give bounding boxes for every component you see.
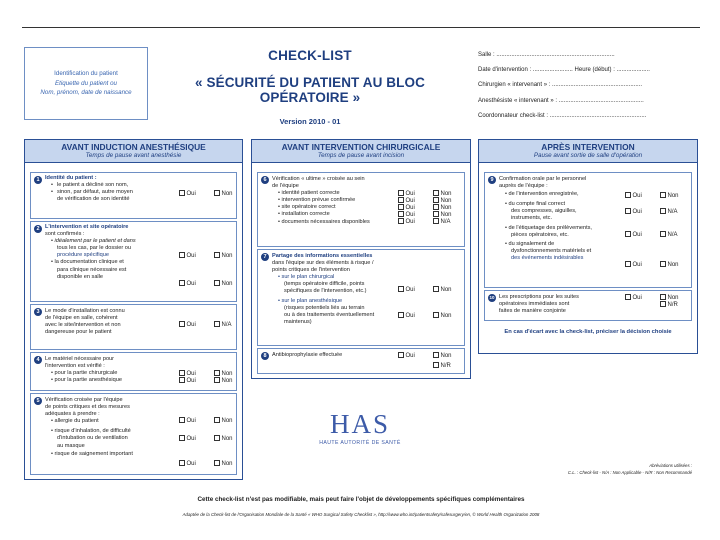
checkbox-non[interactable]: Non (433, 197, 452, 205)
document-title: CHECK-LIST (268, 48, 352, 63)
footer-note: Cette check-list n'est pas modifiable, mais peut faire l'objet de développements spécifiques complémentaires (197, 496, 525, 503)
section-text (272, 352, 342, 359)
checkbox-oui[interactable]: Oui (179, 252, 196, 260)
checkbox-non[interactable]: Non (214, 370, 233, 378)
section-heading: Identité du patient : (45, 175, 97, 181)
column-title: AVANT INTERVENTION CHIRURGICALE (281, 142, 441, 152)
section-deviation (484, 323, 692, 349)
section-8 (257, 348, 465, 374)
checkbox-na[interactable]: N/A (660, 231, 678, 239)
checkbox-na[interactable]: N/A (214, 321, 232, 329)
checkbox-non[interactable]: Non (433, 352, 452, 360)
section-line: Confirmation orale par le personnel (499, 176, 587, 182)
section-4 (30, 352, 237, 391)
section-text: Partage des informations essentielles dans l'équipe sur des éléments à risque / points critiques de l'intervention • sur le plan chirurgical (temps opératoire difficile, points spécifiques de l'intervention, etc.) • sur le plan anesthésique (risques potentiels liés au terrain ou à des traitements éventuellement maintenus) (272, 253, 375, 325)
bullet-text: (risques potentiels liés au terrain (284, 304, 365, 311)
column-title: APRÈS INTERVENTION (541, 142, 635, 152)
has-logo (298, 410, 422, 446)
bullet-text: maintenus) (284, 318, 312, 325)
section-line: avec le site/intervention et non (45, 322, 121, 329)
checkbox-non[interactable]: Non (214, 460, 233, 468)
column-header (25, 140, 242, 163)
column-header (479, 140, 697, 163)
section-line: Antibioprophylaxie effectuée (272, 352, 343, 358)
bullet-text: pour la partie anesthésique (54, 377, 122, 384)
section-text: Le matériel nécessaire pour l'intervention est vérifié : • pour la partie chirurgicale • pour la partie anesthésique (45, 356, 122, 384)
deviation-note: En cas d'écart avec la check-list, préciser la décision choisie (504, 329, 672, 335)
bullet-text: des événements indésirables (511, 254, 584, 261)
bullet-text: risque d'inhalation, de difficulté (54, 428, 131, 435)
checkbox-oui[interactable]: Oui (179, 377, 196, 385)
checkbox-non[interactable]: Non (433, 312, 452, 320)
checkbox-oui[interactable]: Oui (398, 190, 415, 198)
section-text: Confirmation orale par le personnel auprès de l'équipe : • de l'intervention enregistrée, • du compte final correct des compresses, aiguilles, instruments, etc. • de l'étiquetage des prélèvements, pièces opératoires, etc. • du signalement de dysfonctionnements matériels et des événements indésirables (499, 176, 592, 261)
bullet-text: de l'étiquetage des prélèvements, (508, 224, 592, 231)
checkbox-non[interactable]: Non (214, 435, 233, 443)
bullet: • le patient a déclinė son nom, (51, 182, 133, 189)
info-line-surgeon[interactable]: Chirurgien « intervenant » : ...................................................... (478, 82, 643, 89)
bullet-text: de vérification de son identité (57, 196, 130, 203)
checkbox-oui[interactable]: Oui (625, 294, 642, 302)
bullet-group: • idéalement par le patient et dans tous les cas, par le dossier ou procédure spécifique • la documentation clinique et para clinique nécessaire est disponible en salle (51, 238, 136, 280)
checkbox-oui[interactable]: Oui (179, 435, 196, 443)
column-before-induction (24, 139, 243, 480)
checkbox-oui[interactable]: Oui (398, 286, 415, 294)
document-header (160, 48, 460, 126)
checkbox-oui[interactable]: Oui (398, 211, 415, 219)
checkbox-non[interactable]: Non (214, 190, 233, 198)
bullet-text: des compresses, aiguilles, (511, 208, 577, 215)
section-9 (484, 172, 692, 288)
section-line: adéquates à prendre : (45, 411, 100, 418)
section-line: l'intervention est vérifié : (45, 363, 105, 370)
section-line: auprès de l'équipe : (499, 183, 548, 190)
info-line-coordinator[interactable]: Coordonnateur check-list : .......................................................... (478, 112, 647, 119)
document-version: Version 2010 - 01 (279, 117, 341, 126)
checkbox-oui[interactable]: Oui (398, 204, 415, 212)
section-line: sont confirmés : (45, 231, 85, 238)
column-after-intervention (478, 139, 698, 354)
column-header (252, 140, 470, 163)
checkbox-oui[interactable]: Oui (625, 208, 642, 216)
section-6 (257, 172, 465, 247)
section-line: de l'équipe (272, 183, 299, 190)
bullet-text: disponible en salle (57, 273, 104, 280)
patient-box-line1: Etiquette du patient ou (55, 80, 117, 88)
checkbox-non[interactable]: Non (433, 286, 452, 294)
checkbox-na[interactable]: N/A (433, 218, 451, 226)
abbreviations-text: C.L. : Check-list - N/A : Non Applicable - N/R : Non Recommandé (567, 470, 692, 475)
bullet-text: la documentation clinique et (54, 259, 124, 266)
bullet-text: pour la partie chirurgicale (54, 370, 118, 377)
checkbox-oui[interactable]: Oui (179, 321, 196, 329)
checkbox-oui[interactable]: Oui (398, 197, 415, 205)
section-line: Vérification « ultime » croisée au sein (272, 176, 365, 182)
checkbox-non[interactable]: Non (214, 377, 233, 385)
section-3 (30, 304, 237, 350)
checkbox-oui[interactable]: Oui (179, 280, 196, 288)
section-line: Vérification croisée par l'équipe (45, 397, 123, 403)
bullet-text: ou à des traitements éventuellement (284, 311, 375, 318)
checkbox-oui[interactable]: Oui (179, 370, 196, 378)
section-1 (30, 172, 237, 219)
bullet-text: sur le plan chirurgical (281, 274, 335, 281)
checkbox-non[interactable]: Non (214, 252, 233, 260)
section-number: 10 (489, 295, 495, 300)
column-before-intervention (251, 139, 471, 379)
bullet-text: intervention prévue confirmée (281, 197, 356, 204)
section-line: faites de manière conjointe (499, 308, 566, 315)
bullet-text: allergie du patient (54, 418, 99, 425)
section-5 (30, 393, 237, 475)
section-7 (257, 249, 465, 346)
section-number: 5 (34, 397, 42, 405)
column-subtitle: Temps de pause avant incision (317, 152, 405, 159)
checkbox-oui[interactable]: Oui (625, 231, 642, 239)
abbreviations-title: Abréviations utilisées : (649, 463, 692, 468)
bullet-text: dysfonctionnements matériels et (511, 247, 592, 254)
section-2 (30, 221, 237, 302)
bullet-text: d'intubation ou de ventilation (57, 435, 128, 442)
column-subtitle: Pause avant sortie de salle d'opération (533, 152, 643, 159)
checkbox-non[interactable]: Non (433, 211, 452, 219)
bullet-text: au masque (57, 442, 85, 449)
column-subtitle: Temps de pause avant anesthésie (85, 152, 182, 159)
section-number: 9 (488, 176, 496, 184)
section-10 (484, 290, 692, 321)
bullet-text: installation correcte (281, 211, 330, 218)
section-line: dangereuse pour le patient (45, 329, 112, 336)
document-subtitle: « SÉCURITÉ DU PATIENT AU BLOC OPÉRATOIRE » (195, 75, 425, 105)
checkbox-oui[interactable]: Oui (179, 460, 196, 468)
bullet-text: de l'intervention enregistrée, (508, 191, 579, 198)
section-line: de points critiques et des mesures (45, 404, 130, 411)
section-line: opératoires immédiates sont (499, 301, 570, 308)
bullet-text: instruments, etc. (511, 215, 553, 222)
bullet-text: spécifiques de l'intervention, etc.) (284, 288, 367, 295)
section-number: 6 (261, 176, 269, 184)
bullet-text: site opératoire correct (281, 204, 336, 211)
section-number: 8 (261, 352, 269, 360)
section-line: Le matériel nécessaire pour (45, 356, 115, 362)
patient-id-box (24, 47, 148, 120)
bullet-text: du signalement de (508, 240, 555, 247)
footer-source: Adaptée de la Check-list de l'Organisation Mondiale de la Santé « WHO Surgical Safety Checklist », http://www.who.int/patientsafety/safesurgery/en, © World Health Organization 2008 (182, 512, 540, 517)
checkbox-oui[interactable]: Oui (179, 190, 196, 198)
intervention-info (478, 48, 698, 124)
section-number: 1 (34, 176, 42, 184)
info-line-room[interactable]: Salle : ....................................................................... (478, 52, 615, 58)
bullet-cont (51, 189, 133, 196)
section-number: 3 (34, 308, 42, 316)
bullet-text: documents nécessaires disponibles (281, 218, 370, 225)
checkbox-oui[interactable]: Oui (179, 417, 196, 425)
section-text (45, 224, 136, 281)
checkbox-non[interactable]: Non (433, 190, 452, 198)
section-text (45, 308, 125, 336)
checkbox-non[interactable]: Non (214, 417, 233, 425)
section-text: Vérification « ultime » croisée au sein de l'équipe • identité patient correcte • intervention prévue confirmée • site opératoire correct • installation correcte • documents nécessaires disponibles (272, 176, 370, 225)
section-number: 4 (34, 356, 42, 364)
checkbox-oui[interactable]: Oui (398, 218, 415, 226)
checkbox-na[interactable]: N/A (660, 208, 678, 216)
section-number: 2 (34, 225, 42, 233)
bullet-text: sinon, par défaut, autre moyen (57, 189, 133, 196)
section-heading: Partage des informations essentielles (272, 253, 373, 259)
bullet-text: risque de saignement important (54, 450, 133, 457)
bullet-text: (temps opératoire difficile, points (284, 281, 365, 288)
bullet-text: sur le plan anesthésique (281, 297, 343, 304)
section-text (499, 294, 579, 315)
bullet-text: procédure spécifique (57, 252, 109, 259)
info-line-date[interactable]: Date d'intervention : ........................ Heure (début) : .................... (478, 67, 650, 74)
has-logo-mark: HAS (329, 409, 390, 439)
bullet-text: idéalement par le patient et dans (54, 238, 136, 245)
bullet-text: du compte final correct (508, 201, 566, 208)
has-logo-subtitle: HAUTE AUTORITÉ DE SANTÉ (319, 440, 401, 446)
checkbox-non[interactable]: Non (214, 280, 233, 288)
patient-box-title: Identification du patient (54, 70, 118, 77)
checkbox-oui[interactable]: Oui (398, 352, 415, 360)
checkbox-non[interactable]: Non (660, 261, 679, 269)
section-number: 7 (261, 253, 269, 261)
section-text: Vérification croisée par l'équipe de points critiques et des mesures adéquates à prendre : • allergie du patient • risque d'inhalation, de difficulté d'intubation ou de ventilation au masque • risque de saignement important (45, 397, 133, 457)
bullet-text: para clinique nécessaire est (57, 266, 127, 273)
bullet-text: identité patient correcte (281, 190, 340, 197)
column-title: AVANT INDUCTION ANESTHÉSIQUE (61, 142, 206, 152)
section-line: de l'équipe en salle, cohérent (45, 315, 118, 322)
checkbox-non[interactable]: Non (433, 204, 452, 212)
checkbox-non[interactable]: Non (660, 192, 679, 200)
checkbox-oui[interactable]: Oui (398, 312, 415, 320)
abbreviations-note (568, 462, 692, 476)
section-line: Les prescriptions pour les suites (499, 294, 579, 300)
patient-box-line2: Nom, prénom, date de naissance (40, 88, 132, 96)
checkbox-oui[interactable]: Oui (625, 261, 642, 269)
bullet-text: tous les cas, par le dossier ou (57, 245, 131, 252)
section-line: Le mode d'installation est connu (45, 308, 125, 314)
bullet-text: pièces opératoires, etc. (511, 231, 569, 238)
checkbox-nr[interactable]: N/R (660, 301, 678, 309)
section-line: dans l'équipe sur des éléments à risque / (272, 260, 374, 267)
section-line: points critiques de l'intervention (272, 267, 350, 274)
checkbox-nr[interactable]: N/R (433, 362, 451, 370)
section-text (45, 175, 133, 203)
checkbox-non[interactable]: Non (660, 294, 679, 302)
checkbox-oui[interactable]: Oui (625, 192, 642, 200)
section-heading: L'intervention et site opératoire (45, 224, 129, 230)
info-line-anesthetist[interactable]: Anesthésiste « intervenant » : ................................................... (478, 97, 644, 104)
